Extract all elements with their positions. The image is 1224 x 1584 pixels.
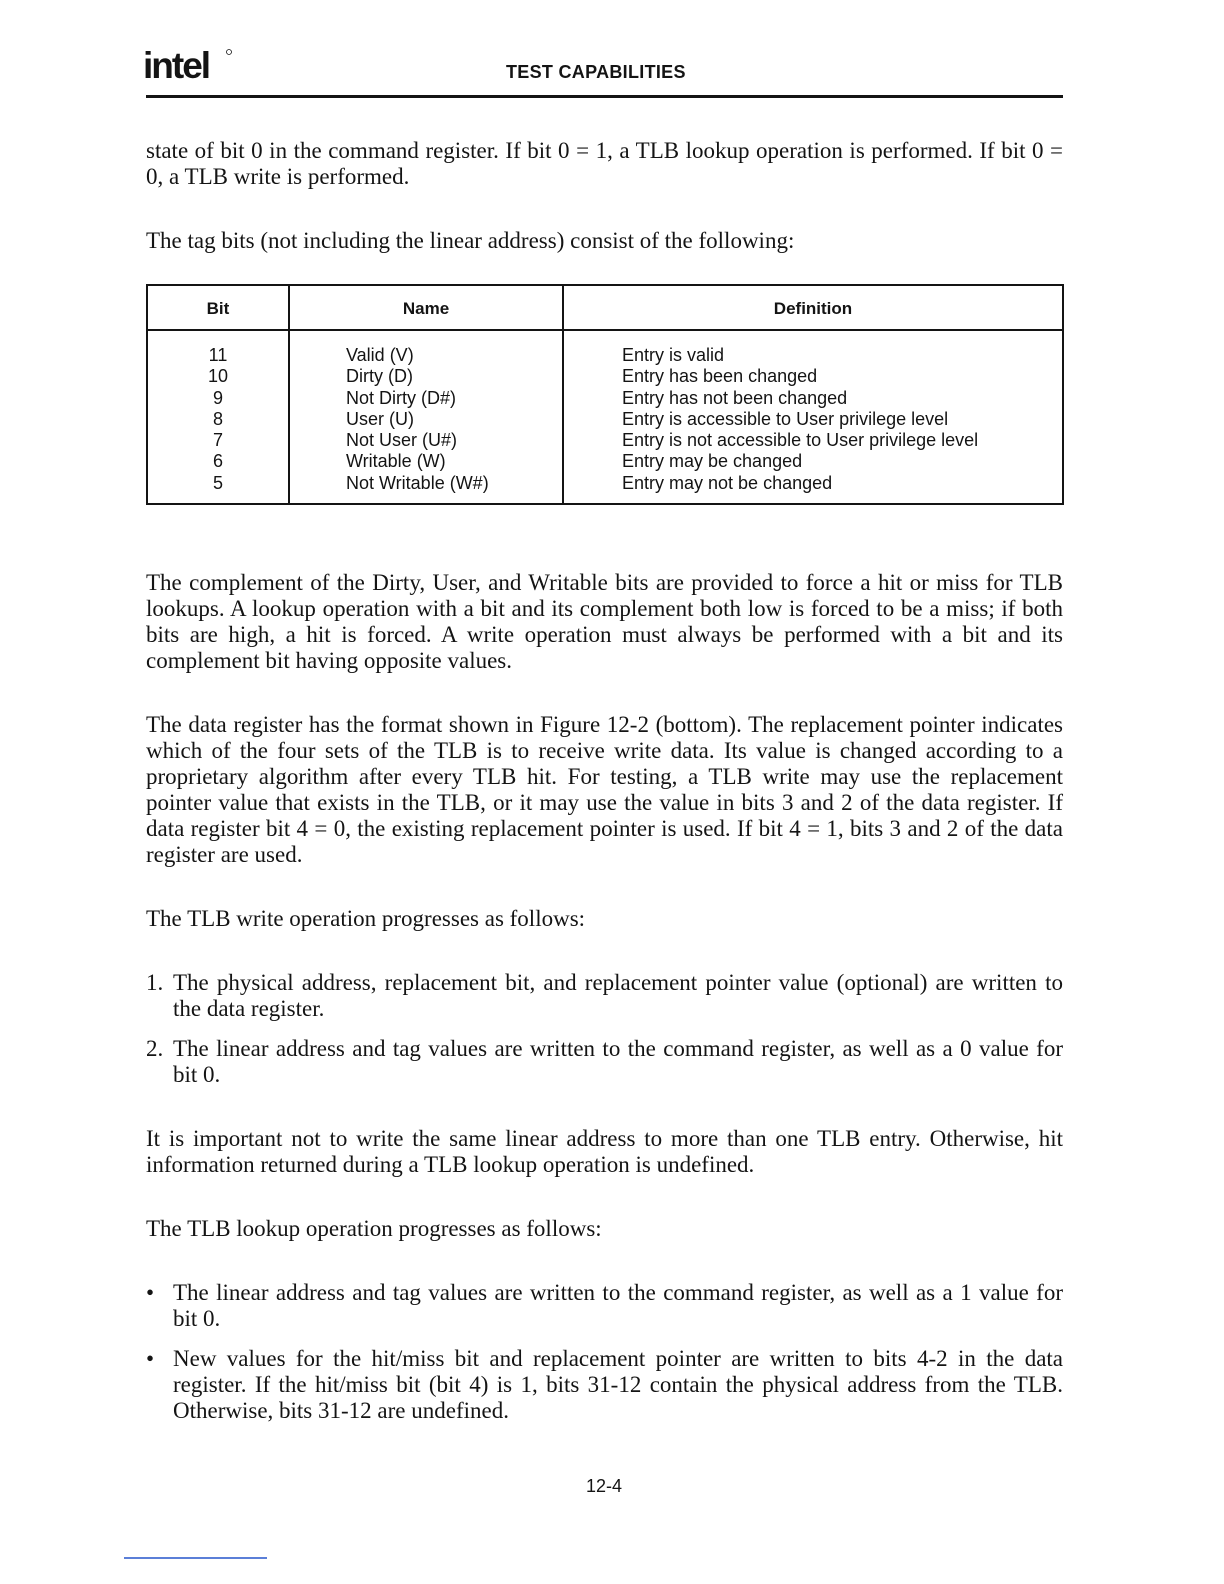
write-step-text: The physical address, replacement bit, and replacement pointer value (optional) are written to the data register. (173, 970, 1063, 1021)
name-cell: Valid (V) (346, 345, 414, 365)
table-header-rule (148, 329, 1062, 331)
bit-cell: 6 (212, 451, 223, 472)
list-number: 1. (146, 970, 164, 995)
definition-cell: Entry has been changed (622, 366, 818, 387)
lookup-step-text: The linear address and tag values are written to the command register, as well as a 1 value for bit 0. (173, 1280, 1063, 1331)
header-title: TEST CAPABILITIES (506, 62, 686, 82)
name-cell: User (U) (346, 408, 414, 429)
bit-cell: 11 (208, 345, 228, 365)
bit-cell: 5 (212, 472, 223, 493)
definition-cell: Entry has not been changed (622, 387, 848, 408)
name-cell: Not Writable (W#) (346, 472, 489, 493)
tag-bits-paragraph: The tag bits (not including the linear address) consist of the following: (146, 228, 795, 253)
name-cell: Not Dirty (D#) (346, 387, 457, 408)
important-paragraph: It is important not to write the same linear address to more than one TLB entry. Otherwise, hit information returned during a TLB lookup operation is undefined. (146, 1126, 1063, 1177)
header-bit: Bit (206, 299, 230, 318)
write-intro-paragraph: The TLB write operation progresses as follows: (146, 906, 586, 931)
write-step-text: The linear address and tag values are written to the command register, as well as a 0 value for bit 0. (173, 1036, 1063, 1087)
name-column (346, 345, 489, 494)
definition-cell: Entry is valid (622, 345, 725, 365)
name-cell: Writable (W) (346, 451, 446, 472)
header-name: Name (402, 299, 450, 318)
bullet: • (146, 1280, 155, 1305)
definition-column (622, 345, 978, 494)
footer-rule (124, 1557, 267, 1559)
data-register-paragraph: The data register has the format shown in Figure 12-2 (bottom). The replacement pointer indicates which of the four sets of the TLB is to receive write data. Its value is changed according to a proprietary algorithm after every TLB hit. For testing, a TLB write may use the replacement pointer value that exists in the TLB, or it may use the value in bits 3 and 2 of the data register. If data register bit 4 = 0, the existing replacement pointer is used. If bit 4 = 1, bits 3 and 2 of the data register are used. (146, 712, 1063, 867)
intel-logo (143, 44, 233, 94)
intro-paragraph: state of bit 0 in the command register. If bit 0 = 1, a TLB lookup operation is performed. If bit 0 = 0, a TLB write is performed. (146, 138, 1063, 189)
name-cell: Dirty (D) (346, 366, 413, 387)
definition-cell: Entry is not accessible to User privilege level (622, 430, 979, 451)
complement-paragraph: The complement of the Dirty, User, and Writable bits are provided to force a hit or miss for TLB lookups. A lookup operation with a bit and its complement both low is forced to be a miss; if both bits are high, a hit is forced. A write operation must always be performed with a bit and its complement bit having opposite values. (146, 570, 1063, 673)
bit-cell: 9 (212, 387, 223, 408)
page-number: 12-4 (586, 1476, 623, 1496)
bit-column (148, 345, 288, 494)
list-number: 2. (146, 1036, 164, 1061)
tag-bits-table (146, 284, 1064, 505)
lookup-intro-paragraph: The TLB lookup operation progresses as follows: (146, 1216, 602, 1241)
definition-cell: Entry may not be changed (622, 472, 833, 493)
lookup-step-text: New values for the hit/miss bit and replacement pointer are written to bits 4-2 in the data register. If the hit/miss bit (bit 4) is 1, bits 31-12 contain the physical address from the TLB. Otherwise, bits 31-12 are undefined. (173, 1346, 1063, 1423)
header-rule (146, 95, 1063, 98)
definition-cell: Entry may be changed (622, 451, 803, 472)
bit-cell: 7 (212, 430, 223, 451)
bit-cell: 10 (207, 366, 229, 387)
bullet: • (146, 1346, 155, 1371)
header-definition: Definition (773, 299, 853, 318)
name-cell: Not User (U#) (346, 430, 458, 451)
bit-cell: 8 (212, 408, 223, 429)
intel-logo-text: intel (143, 45, 210, 86)
definition-cell: Entry is accessible to User privilege level (622, 408, 949, 429)
